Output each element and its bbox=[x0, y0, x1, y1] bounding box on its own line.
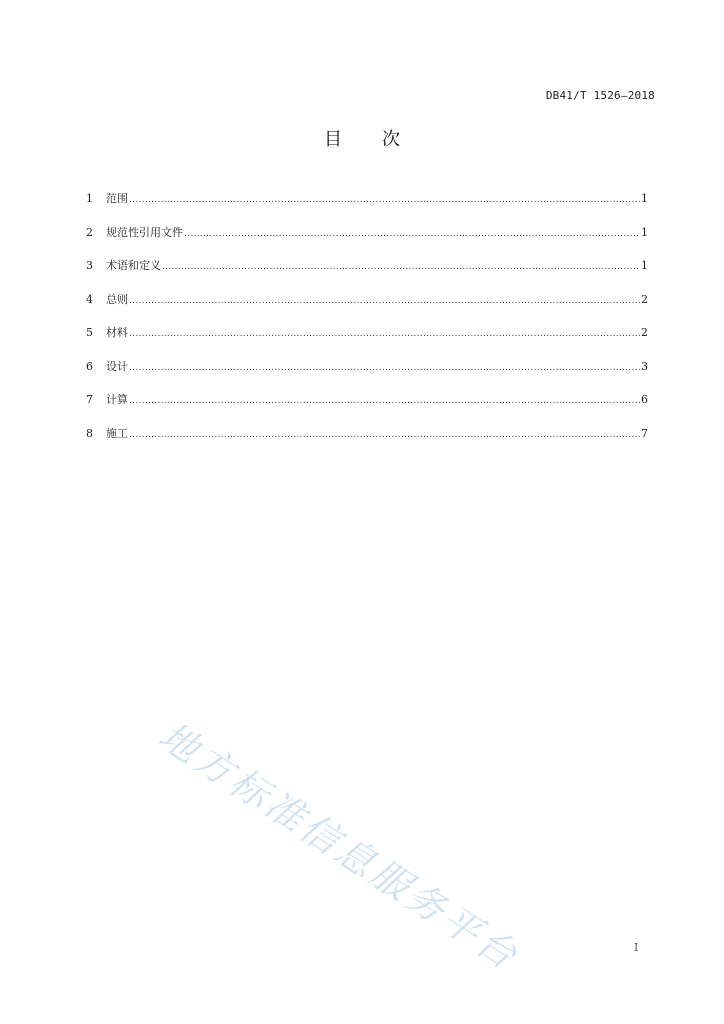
toc-dot-leader bbox=[184, 229, 640, 239]
toc-dot-leader bbox=[129, 396, 640, 406]
toc-title bbox=[0, 125, 724, 151]
toc-entry-label: 设计 bbox=[106, 359, 128, 373]
toc-entry-number: 1 bbox=[86, 192, 93, 205]
toc-entry-page: 6 bbox=[641, 393, 648, 406]
toc-entry-general[interactable] bbox=[86, 291, 648, 325]
toc-entry-page: 1 bbox=[641, 225, 648, 239]
toc-entry-number: 2 bbox=[86, 225, 93, 239]
toc-entry-terms-definitions[interactable] bbox=[86, 257, 648, 291]
toc-title-char-2: 次 bbox=[382, 129, 400, 150]
page-number: I bbox=[634, 941, 639, 954]
toc-entry-page: 3 bbox=[641, 359, 648, 373]
toc-entry-page: 2 bbox=[641, 326, 648, 339]
toc-entry-label: 范围 bbox=[106, 192, 128, 205]
toc-dot-leader bbox=[162, 262, 640, 272]
toc-dot-leader bbox=[129, 329, 640, 339]
toc-entry-construction[interactable] bbox=[86, 425, 648, 459]
toc-entry-label: 计算 bbox=[106, 393, 128, 406]
watermark-text: 地方标准信息服务平台 bbox=[151, 713, 528, 980]
toc-entry-label: 规范性引用文件 bbox=[106, 225, 183, 239]
toc-entry-page: 1 bbox=[641, 259, 648, 272]
toc-entry-label: 术语和定义 bbox=[106, 259, 161, 272]
table-of-contents bbox=[86, 190, 648, 458]
toc-dot-leader bbox=[129, 430, 640, 440]
toc-dot-leader bbox=[129, 296, 640, 306]
toc-entry-label: 总则 bbox=[106, 292, 128, 306]
toc-dot-leader bbox=[129, 363, 640, 373]
toc-entry-number: 7 bbox=[86, 393, 93, 406]
toc-dot-leader bbox=[129, 195, 640, 205]
toc-entry-calculation[interactable] bbox=[86, 391, 648, 425]
toc-entry-label: 施工 bbox=[106, 426, 128, 440]
toc-title-char-1: 目 bbox=[324, 129, 342, 150]
toc-entry-materials[interactable] bbox=[86, 324, 648, 358]
toc-entry-number: 8 bbox=[86, 426, 93, 440]
document-code: DB41/T 1526—2018 bbox=[545, 89, 655, 102]
toc-entry-page: 7 bbox=[641, 426, 648, 440]
toc-entry-number: 3 bbox=[86, 259, 93, 272]
toc-entry-design[interactable] bbox=[86, 358, 648, 392]
toc-entry-scope[interactable] bbox=[86, 190, 648, 224]
toc-entry-label: 材料 bbox=[106, 326, 128, 339]
toc-entry-number: 5 bbox=[86, 326, 93, 339]
toc-entry-number: 4 bbox=[86, 292, 93, 306]
toc-entry-page: 2 bbox=[641, 292, 648, 306]
toc-entry-page: 1 bbox=[641, 192, 648, 205]
toc-entry-normative-references[interactable] bbox=[86, 224, 648, 258]
toc-entry-number: 6 bbox=[86, 359, 93, 373]
